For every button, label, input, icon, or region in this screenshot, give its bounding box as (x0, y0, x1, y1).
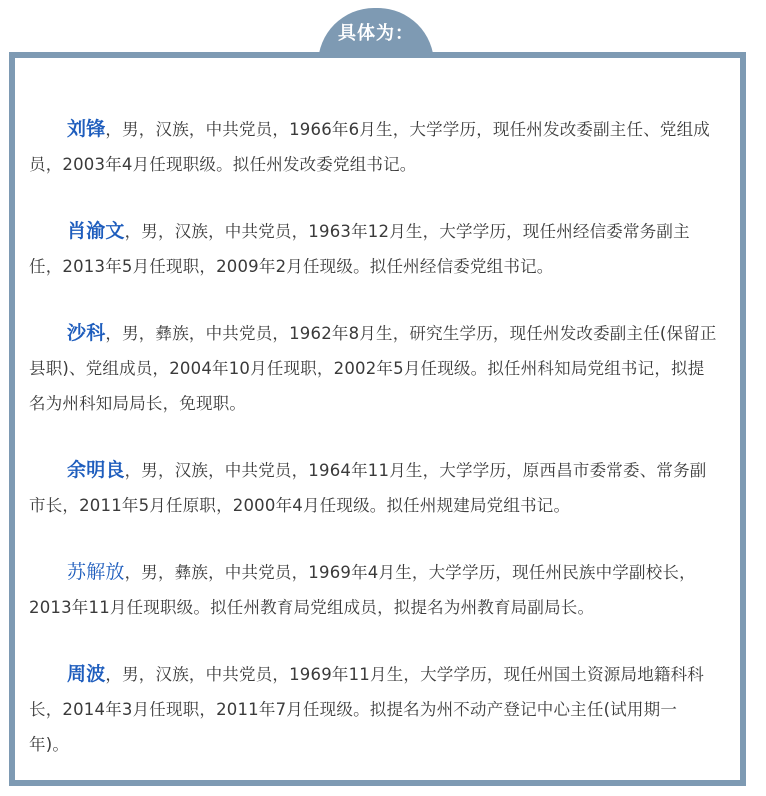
person-description: ，男，汉族，中共党员，1966年6月生，大学学历，现任州发改委副主任、党组成员，2003年4月任现职级。拟任州发改委党组书记。 (29, 120, 710, 174)
list-item (29, 555, 717, 625)
list-item (29, 112, 717, 182)
list-item (29, 316, 717, 421)
person-name: 余明良 (67, 459, 125, 481)
person-description: ，男，汉族，中共党员，1964年11月生，大学学历，原西昌市委常委、常务副市长，2011年5月任原职，2000年4月任现级。拟任州规建局党组书记。 (29, 461, 707, 515)
person-name: 苏解放 (67, 561, 125, 583)
personnel-list (29, 112, 717, 794)
person-description: ，男，汉族，中共党员，1963年12月生，大学学历，现任州经信委常务副主任，2013年5月任现职，2009年2月任现级。拟任州经信委党组书记。 (29, 222, 690, 276)
person-description: ，男，汉族，中共党员，1969年11月生，大学学历，现任州国土资源局地籍科科长，2014年3月任现职，2011年7月任现级。拟提名为州不动产登记中心主任(试用期一年)。 (29, 665, 704, 754)
list-item (29, 214, 717, 284)
list-item (29, 657, 717, 762)
person-description: ，男，彝族，中共党员，1962年8月生，研究生学历，现任州发改委副主任(保留正县职)、党组成员，2004年10月任现职，2002年5月任现级。拟任州科知局党组书记，拟提名为州科知局局长，免现职。 (29, 324, 717, 413)
person-name: 沙科 (67, 322, 106, 344)
person-name: 周波 (67, 663, 106, 685)
header-tab-label: 具体为： (338, 23, 414, 44)
list-item (29, 453, 717, 523)
person-name: 肖渝文 (67, 220, 125, 242)
person-name: 刘锋 (67, 118, 106, 140)
person-description: ，男，彝族，中共党员，1969年4月生，大学学历，现任州民族中学副校长，2013年11月任现职级。拟任州教育局党组成员，拟提名为州教育局副局长。 (29, 563, 696, 617)
